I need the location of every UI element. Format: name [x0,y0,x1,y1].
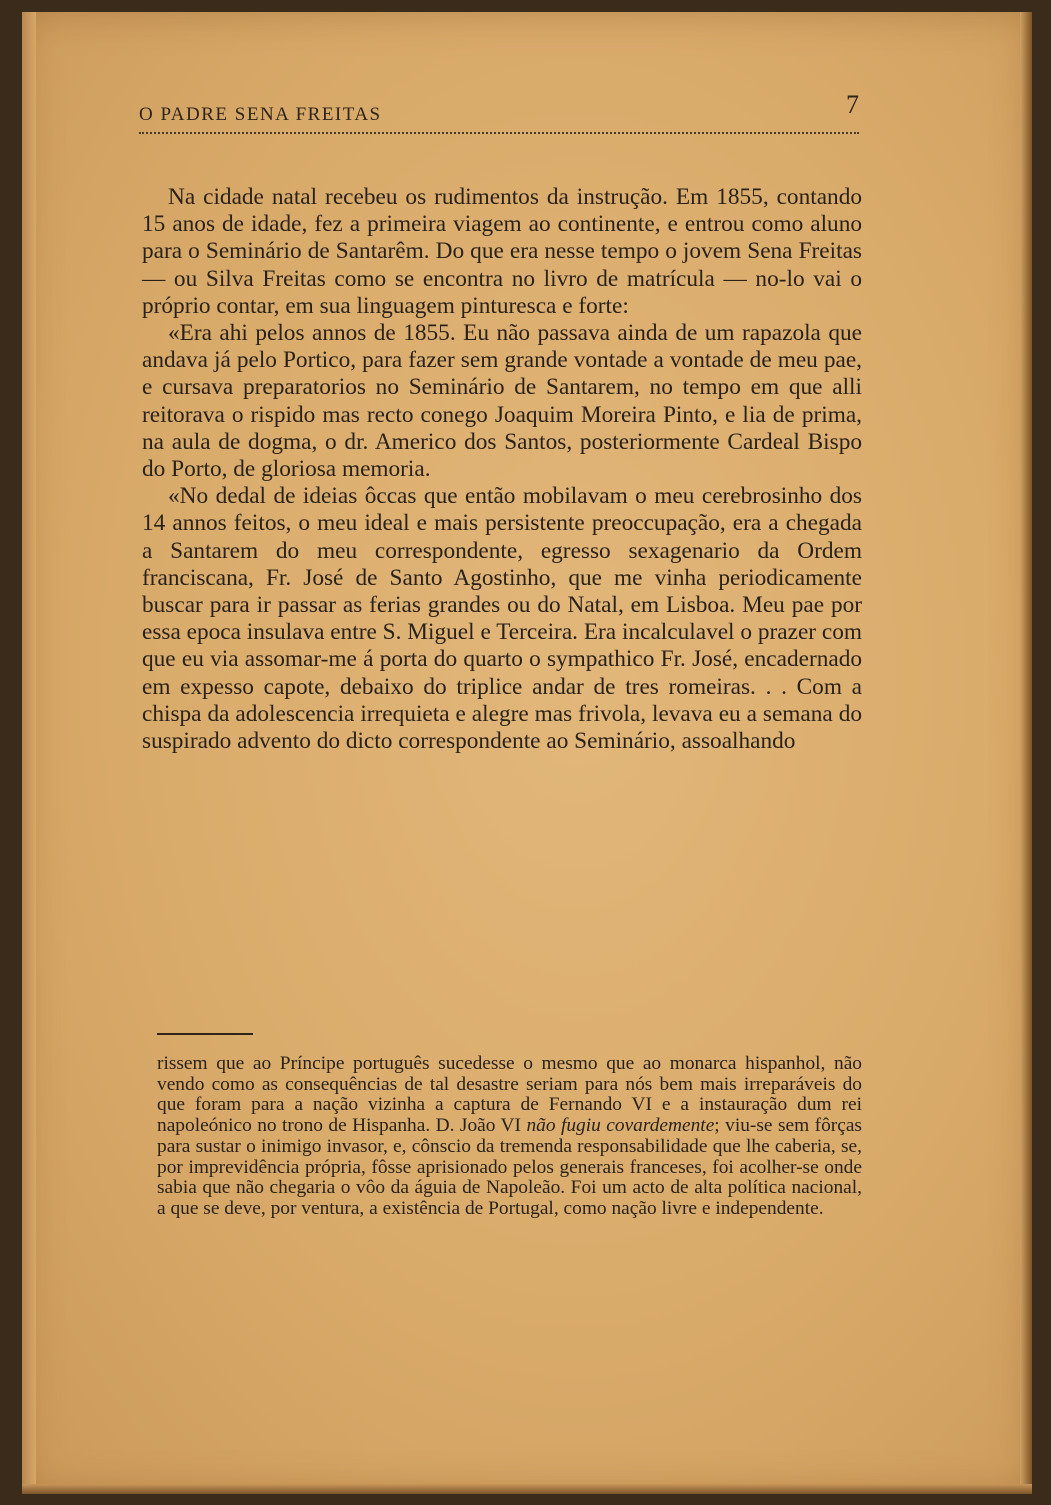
page-gutter [22,12,36,1494]
footnote-italic-phrase: não fugiu covardemente [526,1115,715,1137]
page-number: 7 [846,90,859,119]
footnote-separator [157,1033,253,1035]
page-right-edge [1020,12,1032,1494]
page-header [139,90,859,132]
header-dotted-rule [139,132,859,134]
main-text [142,184,862,755]
footnote-text-start: rissem que ao Príncipe português sucedesse o mesmo que ao monarca hispanhol, não vendo como as consequências de tal desastre seriam para nós bem mais irreparáveis do que foram para a nação vizinha a captura de Fernando VI e a instauração dum rei napoleónico no trono de Hispanha. D. João VI [157,1053,862,1137]
paragraph-3: «No dedal de ideias ôccas que então mobilavam o meu cerebrosinho dos 14 annos feitos, o meu ideal e mais persistente preoccupação, era a chegada a Santarem do meu correspondente, egresso sexagenario da Ordem franciscana, Fr. José de Santo Agostinho, que me vinha periodicamente buscar para ir passar as ferias grandes ou do Natal, em Lisboa. Meu pae por essa epoca insulava entre S. Miguel e Terceira. Era incalculavel o prazer com que eu via assomar-me á porta do quarto o sympathico Fr. José, encadernado em expesso capote, debaixo do triplice andar de tres romeiras. . . Com a chispa da adolescencia irrequieta e alegre mas frivola, levava eu a semana do suspirado advento do dicto correspondente ao Seminário, assoalhando [142,483,862,755]
paragraph-1: Na cidade natal recebeu os rudimentos da instrução. Em 1855, contando 15 anos de idade, fez a primeira viagem ao continente, e entrou como aluno para o Seminário de Santarêm. Do que era nesse tempo o jovem Sena Freitas — ou Silva Freitas como se encontra no livro de matrícula — no-lo vai o próprio contar, em sua linguagem pinturesca e forte: [142,184,862,319]
footnote [157,1054,862,1220]
paragraph-2: «Era ahi pelos annos de 1855. Eu não passava ainda de um rapazola que andava já pelo Portico, para fazer sem grande vontade a vontade de meu pae, e cursava preparatorios no Seminário de Santarem, no tempo em que alli reitorava o rispido mas recto conego Joaquim Moreira Pinto, e lia de prima, na aula de dogma, o dr. Americo dos Santos, posteriormente Cardeal Bispo do Porto, de gloriosa memoria. [142,320,862,483]
footnote-text-end: ; viu-se sem fôrças para sustar o inimigo invasor, e, cônscio da tremenda responsabilidade que lhe caberia, se, por imprevidência própria, fôsse aprisionado pelos generais franceses, foi acolher-se onde sabia que não chegaria o vôo da águia de Napoleão. Foi um acto de alta política nacional, a que se deve, por ventura, a existência de Portugal, como nação livre e independente. [157,1115,862,1219]
footnote-text [157,1054,862,1220]
page-bottom-edge [22,1484,1032,1494]
book-page [22,12,1032,1494]
running-title: O PADRE SENA FREITAS [139,104,382,125]
